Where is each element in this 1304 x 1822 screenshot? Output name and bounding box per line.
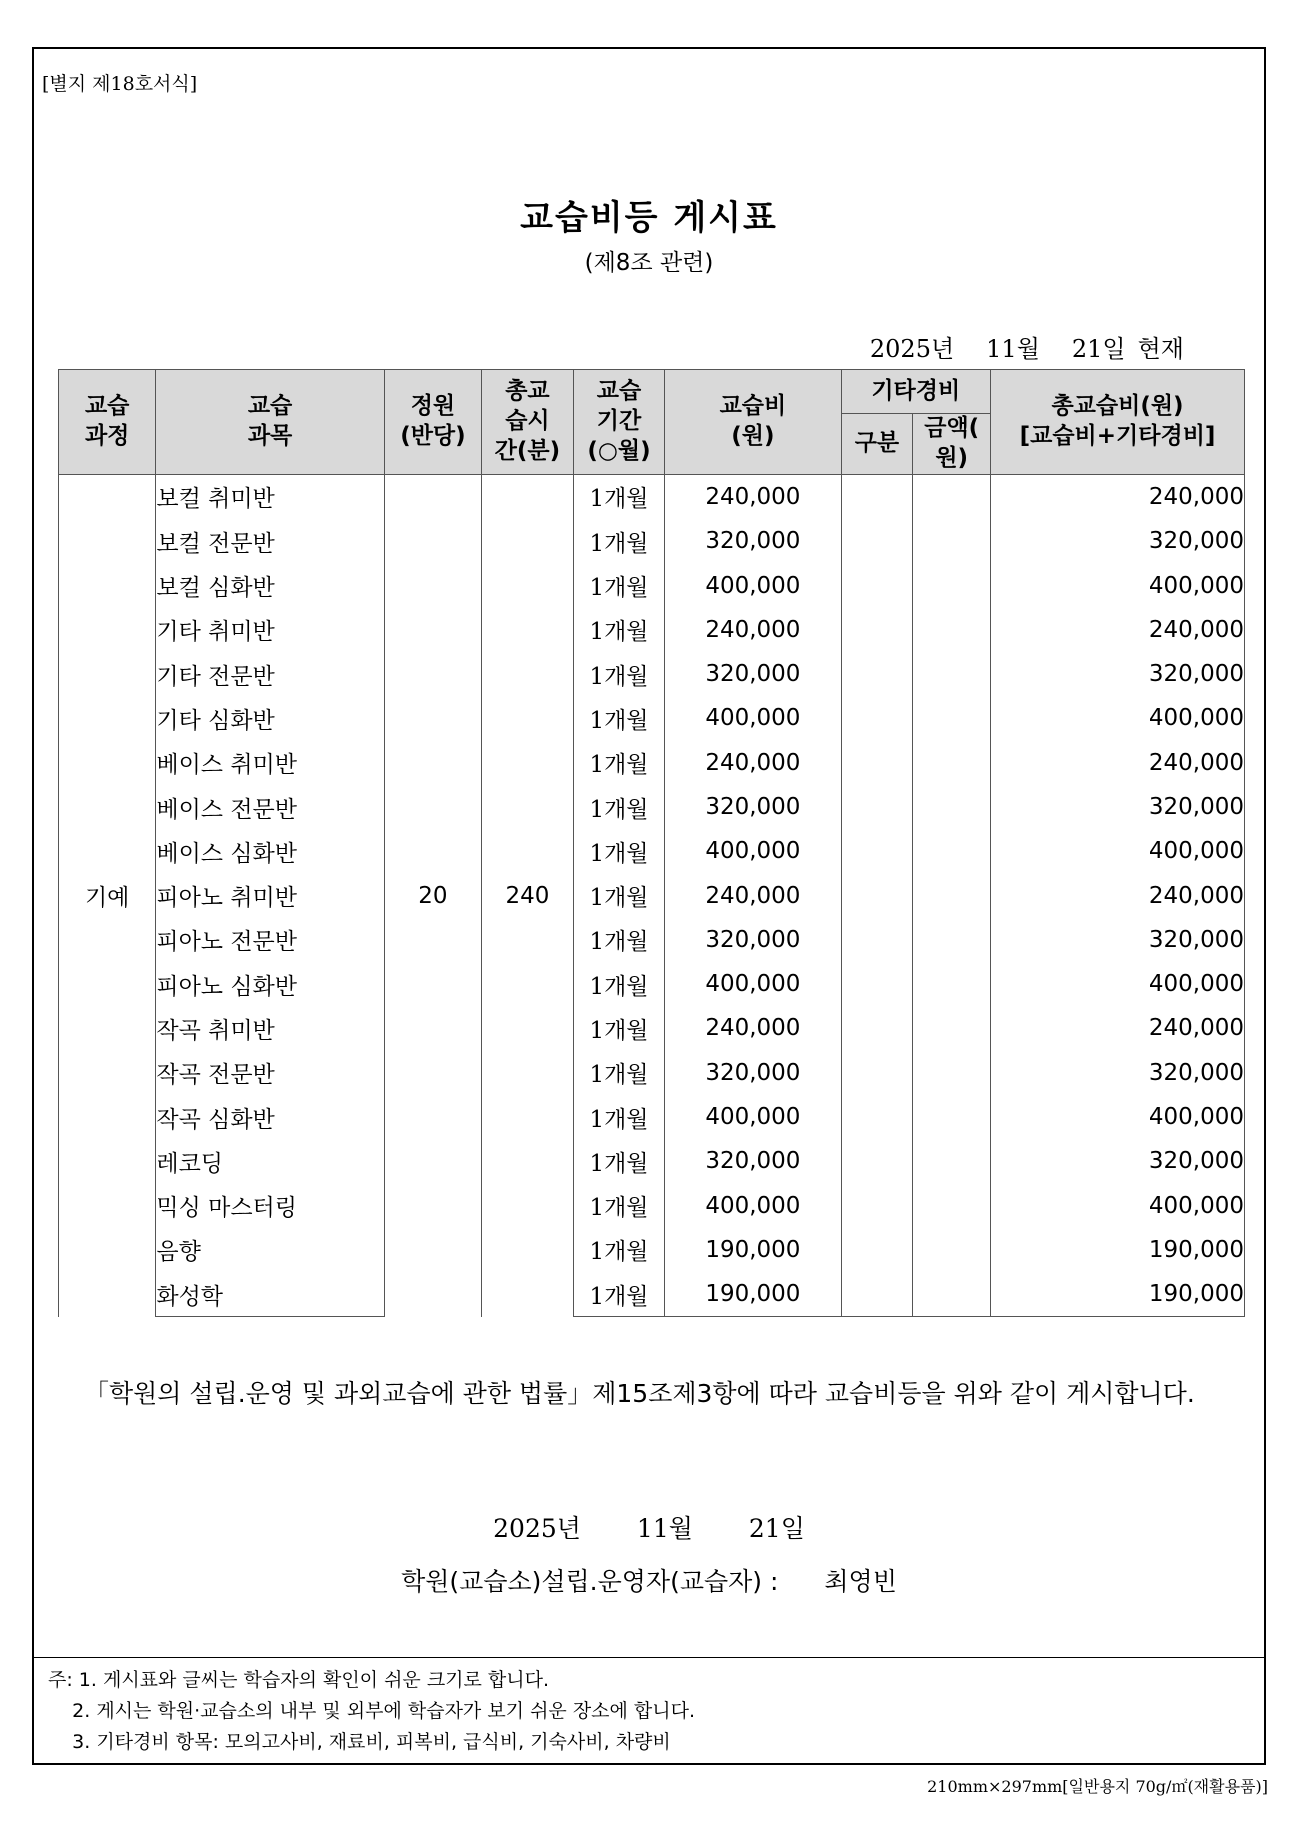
fee-cell: 400,000 xyxy=(665,829,841,873)
subject-cell: 피아노 취미반 xyxy=(156,873,384,917)
period-cell: 1개월 xyxy=(573,1272,665,1317)
table-row xyxy=(59,696,1245,740)
period-cell: 1개월 xyxy=(573,962,665,1006)
total-fee-cell: 320,000 xyxy=(991,785,1245,829)
fee-cell: 240,000 xyxy=(665,474,841,519)
paper-spec: 210mm×297mm[일반용지 70g/㎡(재활용품)] xyxy=(927,1777,1268,1796)
fee-cell: 190,000 xyxy=(665,1228,841,1272)
category-cell xyxy=(841,608,913,652)
amount-cell xyxy=(913,652,991,696)
capacity-cell: 20 xyxy=(384,474,481,1317)
subject-cell: 보컬 취미반 xyxy=(156,474,384,519)
signer-label: 학원(교습소)설립.운영자(교습자) : xyxy=(401,1567,779,1596)
header-subject: 교습 과목 xyxy=(156,370,384,475)
notes-divider xyxy=(34,1657,1264,1658)
category-cell xyxy=(841,1051,913,1095)
page-title: 교습비등 게시표 xyxy=(520,198,778,238)
fee-cell: 320,000 xyxy=(665,652,841,696)
period-cell: 1개월 xyxy=(573,563,665,607)
as-of-day: 21일 xyxy=(1071,335,1126,363)
fee-cell: 400,000 xyxy=(665,696,841,740)
note-3: 3. 기타경비 항목: 모의고사비, 재료비, 피복비, 급식비, 기숙사비, 차량비 xyxy=(48,1731,671,1753)
subject-cell: 레코딩 xyxy=(156,1139,384,1183)
table-row xyxy=(59,1051,1245,1095)
category-cell xyxy=(841,1095,913,1139)
fee-cell: 320,000 xyxy=(665,1139,841,1183)
subject-cell: 음향 xyxy=(156,1228,384,1272)
total-fee-cell: 400,000 xyxy=(991,1184,1245,1228)
table-row xyxy=(59,873,1245,917)
amount-cell xyxy=(913,696,991,740)
period-cell: 1개월 xyxy=(573,741,665,785)
header-amount: 금액( 원) xyxy=(913,414,991,475)
total-fee-cell: 190,000 xyxy=(991,1272,1245,1317)
period-cell: 1개월 xyxy=(573,873,665,917)
amount-cell xyxy=(913,785,991,829)
table-row xyxy=(59,519,1245,563)
table-row xyxy=(59,785,1245,829)
header-course-type: 교습 과정 xyxy=(59,370,156,475)
subject-cell: 피아노 전문반 xyxy=(156,918,384,962)
period-cell: 1개월 xyxy=(573,1228,665,1272)
subject-cell: 보컬 전문반 xyxy=(156,519,384,563)
subject-cell: 화성학 xyxy=(156,1272,384,1317)
period-cell: 1개월 xyxy=(573,519,665,563)
category-cell xyxy=(841,918,913,962)
table-row xyxy=(59,563,1245,607)
subject-cell: 피아노 심화반 xyxy=(156,962,384,1006)
amount-cell xyxy=(913,1051,991,1095)
period-cell: 1개월 xyxy=(573,1184,665,1228)
fee-cell: 400,000 xyxy=(665,1095,841,1139)
fee-cell: 320,000 xyxy=(665,785,841,829)
total-fee-cell: 320,000 xyxy=(991,1139,1245,1183)
total-hours-cell: 240 xyxy=(482,474,574,1317)
subject-cell: 작곡 취미반 xyxy=(156,1006,384,1050)
as-of-month: 11월 xyxy=(986,335,1040,363)
form-label: [별지 제18호서식] xyxy=(42,73,198,95)
total-fee-cell: 320,000 xyxy=(991,652,1245,696)
category-cell xyxy=(841,785,913,829)
table-row xyxy=(59,1139,1245,1183)
period-cell: 1개월 xyxy=(573,652,665,696)
signer xyxy=(34,1562,1264,1598)
total-fee-cell: 320,000 xyxy=(991,1051,1245,1095)
amount-cell xyxy=(913,1139,991,1183)
fee-cell: 400,000 xyxy=(665,1184,841,1228)
amount-cell xyxy=(913,474,991,519)
subject-cell: 베이스 심화반 xyxy=(156,829,384,873)
fee-cell: 400,000 xyxy=(665,962,841,1006)
fee-cell: 320,000 xyxy=(665,918,841,962)
total-fee-cell: 240,000 xyxy=(991,1006,1245,1050)
subject-cell: 기타 취미반 xyxy=(156,608,384,652)
table-row xyxy=(59,741,1245,785)
header-total-hours: 총교 습시 간(분) xyxy=(482,370,574,475)
amount-cell xyxy=(913,1228,991,1272)
sign-month: 11월 xyxy=(636,1514,693,1543)
period-cell: 1개월 xyxy=(573,1095,665,1139)
fee-cell: 240,000 xyxy=(665,873,841,917)
header-total-fee: 총교습비(원) [교습비+기타경비] xyxy=(991,370,1245,475)
table-row xyxy=(59,1228,1245,1272)
amount-cell xyxy=(913,519,991,563)
amount-cell xyxy=(913,1272,991,1317)
notice-text: 「학원의 설립.운영 및 과외교습에 관한 법률」제15조제3항에 따라 교습비등을 위와 같이 게시합니다. xyxy=(84,1379,1195,1408)
header-category: 구분 xyxy=(841,414,913,475)
table-row xyxy=(59,829,1245,873)
total-fee-cell: 240,000 xyxy=(991,873,1245,917)
sign-date xyxy=(34,1509,1264,1545)
fee-cell: 240,000 xyxy=(665,1006,841,1050)
subject-cell: 기타 심화반 xyxy=(156,696,384,740)
category-cell xyxy=(841,1228,913,1272)
total-fee-cell: 240,000 xyxy=(991,741,1245,785)
subject-cell: 보컬 심화반 xyxy=(156,563,384,607)
fee-cell: 320,000 xyxy=(665,1051,841,1095)
category-cell xyxy=(841,741,913,785)
note-2: 2. 게시는 학원·교습소의 내부 및 외부에 학습자가 보기 쉬운 장소에 합니다. xyxy=(48,1700,696,1722)
amount-cell xyxy=(913,563,991,607)
fee-cell: 240,000 xyxy=(665,741,841,785)
total-fee-cell: 400,000 xyxy=(991,563,1245,607)
table-row xyxy=(59,1006,1245,1050)
total-fee-cell: 240,000 xyxy=(991,474,1245,519)
subject-cell: 작곡 전문반 xyxy=(156,1051,384,1095)
signer-name: 최영빈 xyxy=(824,1567,897,1596)
category-cell xyxy=(841,829,913,873)
period-cell: 1개월 xyxy=(573,918,665,962)
amount-cell xyxy=(913,741,991,785)
total-fee-cell: 320,000 xyxy=(991,918,1245,962)
table-row xyxy=(59,1272,1245,1317)
header-fee: 교습비 (원) xyxy=(665,370,841,475)
category-cell xyxy=(841,1272,913,1317)
category-cell xyxy=(841,652,913,696)
fee-cell: 240,000 xyxy=(665,608,841,652)
subject-cell: 기타 전문반 xyxy=(156,652,384,696)
subject-cell: 베이스 전문반 xyxy=(156,785,384,829)
table-row xyxy=(59,918,1245,962)
course-type-cell: 기예 xyxy=(59,474,156,1317)
total-fee-cell: 400,000 xyxy=(991,962,1245,1006)
note-1: 주: 1. 게시표와 글씨는 학습자의 확인이 쉬운 크기로 합니다. xyxy=(48,1669,550,1691)
total-fee-cell: 320,000 xyxy=(991,519,1245,563)
amount-cell xyxy=(913,1006,991,1050)
form-frame xyxy=(32,47,1266,1765)
period-cell: 1개월 xyxy=(573,829,665,873)
page-subtitle: (제8조 관련) xyxy=(584,250,714,276)
total-fee-cell: 400,000 xyxy=(991,829,1245,873)
period-cell: 1개월 xyxy=(573,785,665,829)
period-cell: 1개월 xyxy=(573,696,665,740)
as-of-date xyxy=(870,329,1184,364)
category-cell xyxy=(841,1139,913,1183)
total-fee-cell: 240,000 xyxy=(991,608,1245,652)
subject-cell: 베이스 취미반 xyxy=(156,741,384,785)
as-of-suffix: 현재 xyxy=(1137,335,1184,363)
amount-cell xyxy=(913,873,991,917)
notes xyxy=(48,1665,695,1758)
table-row xyxy=(59,474,1245,519)
amount-cell xyxy=(913,829,991,873)
subject-cell: 작곡 심화반 xyxy=(156,1095,384,1139)
period-cell: 1개월 xyxy=(573,608,665,652)
as-of-year: 2025년 xyxy=(869,335,955,363)
fee-cell: 320,000 xyxy=(665,519,841,563)
header-other-expenses: 기타경비 xyxy=(841,370,991,414)
sign-day: 21일 xyxy=(748,1514,805,1543)
header-period: 교습 기간 (○월) xyxy=(573,370,665,475)
category-cell xyxy=(841,563,913,607)
amount-cell xyxy=(913,1095,991,1139)
total-fee-cell: 190,000 xyxy=(991,1228,1245,1272)
table-row xyxy=(59,962,1245,1006)
amount-cell xyxy=(913,1184,991,1228)
period-cell: 1개월 xyxy=(573,1006,665,1050)
amount-cell xyxy=(913,918,991,962)
period-cell: 1개월 xyxy=(573,1051,665,1095)
category-cell xyxy=(841,1184,913,1228)
category-cell xyxy=(841,873,913,917)
category-cell xyxy=(841,474,913,519)
amount-cell xyxy=(913,608,991,652)
category-cell xyxy=(841,696,913,740)
total-fee-cell: 400,000 xyxy=(991,1095,1245,1139)
table-row xyxy=(59,1184,1245,1228)
subject-cell: 믹싱 마스터링 xyxy=(156,1184,384,1228)
table-row xyxy=(59,1095,1245,1139)
period-cell: 1개월 xyxy=(573,474,665,519)
table-row xyxy=(59,652,1245,696)
fee-cell: 190,000 xyxy=(665,1272,841,1317)
header-capacity: 정원 (반당) xyxy=(384,370,481,475)
fee-table xyxy=(58,369,1245,1317)
total-fee-cell: 400,000 xyxy=(991,696,1245,740)
category-cell xyxy=(841,962,913,1006)
table-row xyxy=(59,608,1245,652)
fee-cell: 400,000 xyxy=(665,563,841,607)
category-cell xyxy=(841,519,913,563)
amount-cell xyxy=(913,962,991,1006)
category-cell xyxy=(841,1006,913,1050)
period-cell: 1개월 xyxy=(573,1139,665,1183)
sign-year: 2025년 xyxy=(493,1514,581,1543)
